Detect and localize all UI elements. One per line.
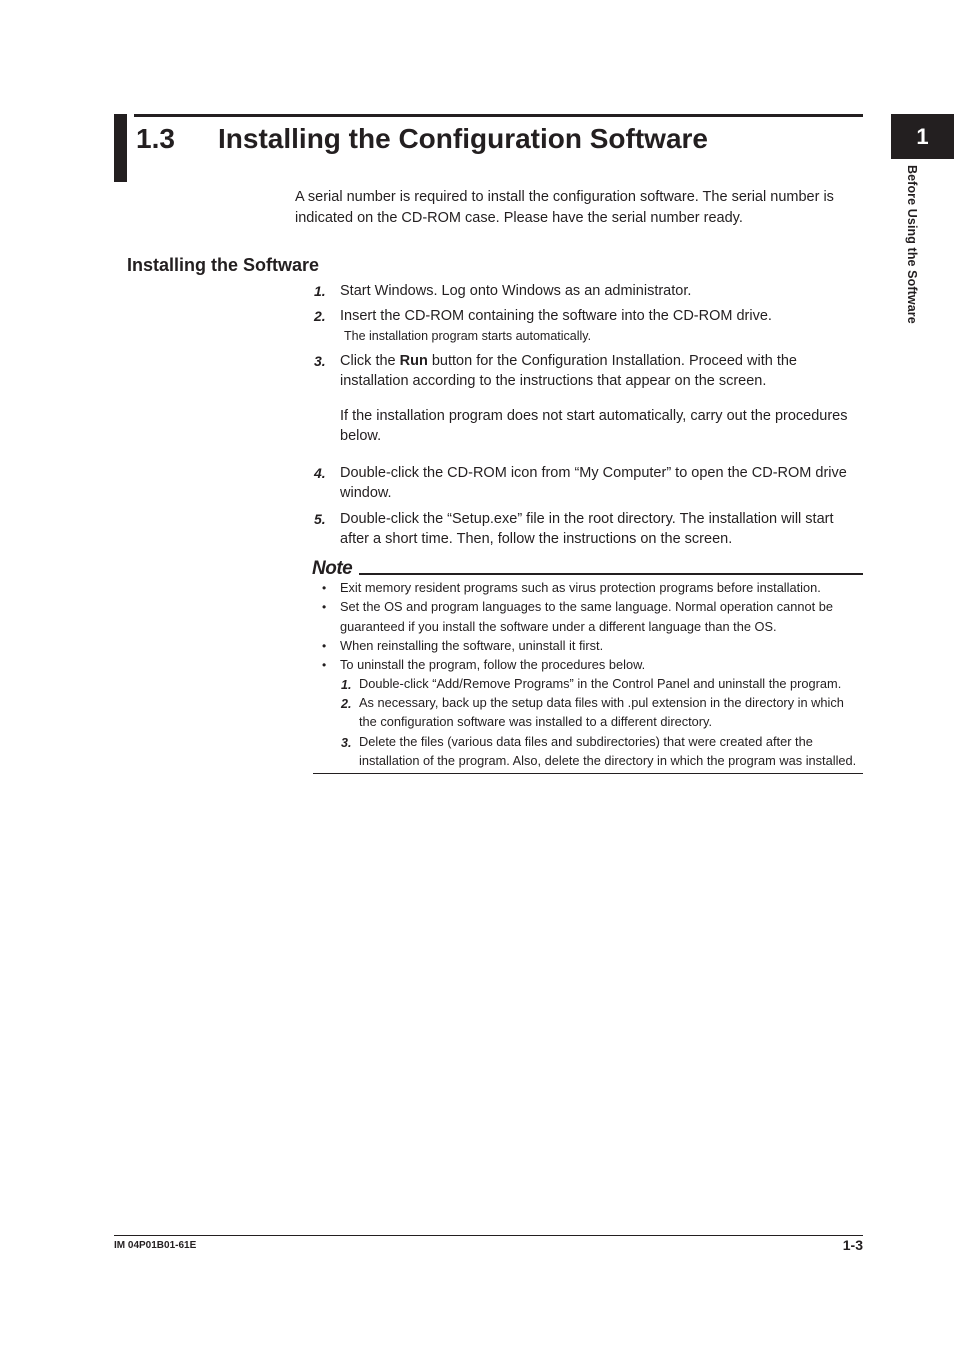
bullet-icon: • xyxy=(322,581,327,595)
bullet-icon: • xyxy=(322,639,327,653)
sub-step-text: As necessary, back up the setup data files with .pul extension in the directory in which the configuration software was installed to a different directory. xyxy=(359,695,844,729)
step-note: The installation program starts automatically. xyxy=(344,329,592,343)
bullet-icon: • xyxy=(322,658,327,672)
chapter-top-rule xyxy=(134,114,863,117)
note-bullet-text: Exit memory resident programs such as virus protection programs before installation. xyxy=(340,580,821,595)
step-number: 3. xyxy=(314,353,326,369)
note-bullet-text: To uninstall the program, follow the procedures below. xyxy=(340,657,646,672)
note-bottom-rule xyxy=(313,773,863,774)
step-text: Double-click the CD-ROM icon from “My Computer” to open the CD-ROM drive window. xyxy=(340,465,847,501)
chapter-tab xyxy=(891,114,954,159)
sub-step-text: Delete the files (various data files and subdirectories) that were created after the installation of the program. Also, delete the directory in which the program was installed. xyxy=(359,734,857,768)
sub-step-number: 2. xyxy=(341,697,352,711)
chapter-tab-number: 1 xyxy=(916,123,929,149)
footer-rule xyxy=(114,1235,863,1236)
step-text: Double-click the “Setup.exe” file in the root directory. The installation will start after a short time. Then, follow the instructions on the screen. xyxy=(340,511,834,547)
note-top-rule xyxy=(359,573,863,575)
step-text xyxy=(340,351,865,391)
step-number: 4. xyxy=(314,465,326,481)
note-title: Note xyxy=(312,558,353,579)
bullet-icon: • xyxy=(322,600,327,614)
step-text: Insert the CD-ROM containing the software into the CD-ROM drive. xyxy=(340,308,772,324)
intro-paragraph: A serial number is required to install the configuration software. The serial number is indicated on the CD-ROM case. Please have the serial number ready. xyxy=(295,189,834,226)
step-number: 5. xyxy=(314,511,326,527)
page-title: Installing the Configuration Software xyxy=(218,123,708,154)
run-button-reference: Run xyxy=(399,353,428,369)
step-number: 1. xyxy=(314,283,326,299)
step-text: Start Windows. Log onto Windows as an administrator. xyxy=(340,283,692,299)
chapter-number: 1.3 xyxy=(136,123,175,154)
sub-step-number: 3. xyxy=(341,736,352,750)
section-heading: Installing the Software xyxy=(127,255,320,275)
chapter-tab-label: Before Using the Software xyxy=(905,165,919,324)
page-number: 1-3 xyxy=(842,1237,863,1253)
note-bullet-text: Set the OS and program languages to the same language. Normal operation cannot be guaranteed if you install the software under a different language than the OS. xyxy=(340,599,833,634)
sub-step-number: 1. xyxy=(341,678,352,692)
chapter-marker-bar xyxy=(114,114,127,182)
step-text-part: Click the xyxy=(340,353,400,369)
step-extra-paragraph: If the installation program does not start automatically, carry out the procedures below. xyxy=(340,408,848,444)
step-number: 2. xyxy=(314,308,326,324)
document-id: IM 04P01B01-61E xyxy=(114,1240,197,1251)
note-bullet-text: When reinstalling the software, uninstall it first. xyxy=(340,638,604,653)
sub-step-text: Double-click “Add/Remove Programs” in the Control Panel and uninstall the program. xyxy=(359,676,842,691)
step-text-part: button for the Configuration Installation. Proceed with the installation according to the instructions that appear on the screen. xyxy=(340,353,797,389)
